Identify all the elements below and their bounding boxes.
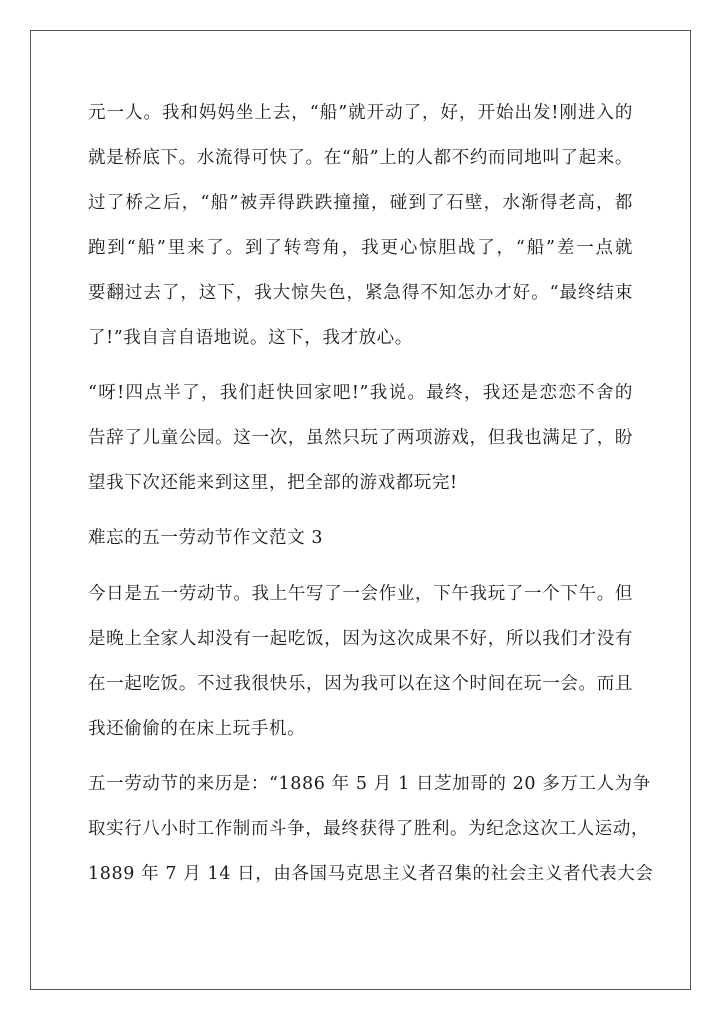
text-line: 了!”我自言自语地说。这下，我才放心。 (88, 328, 413, 348)
text-line: 跑到“船”里来了。到了转弯角，我更心惊胆战了，“船”差一点就 (88, 238, 633, 258)
text-line: 取实行八小时工作制而斗争，最终获得了胜利。为纪念这次工人运动， (88, 819, 650, 839)
text-line: 告辞了儿童公园。这一次，虽然只玩了两项游戏，但我也满足了，盼 (88, 428, 633, 448)
text-line: 望我下次还能来到这里，把全部的游戏都玩完! (88, 473, 458, 493)
text-line: 1889 年 7 月 14 日，由各国马克思主义者召集的社会主义者代表大会 (88, 864, 654, 884)
text-line: 是晚上全家人却没有一起吃饭，因为这次成果不好，所以我们才没有 (88, 629, 633, 649)
text-line: 过了桥之后，“船”被弄得跌跌撞撞，碰到了石壁，水渐得老高，都 (88, 193, 633, 213)
text-line: 要翻过去了，这下，我大惊失色，紧急得不知怎办才好。“最终结束 (88, 283, 633, 303)
text-line: 就是桥底下。水流得可快了。在“船”上的人都不约而同地叫了起来。 (88, 148, 633, 168)
text-line: 元一人。我和妈妈坐上去，“船”就开动了，好，开始出发!刚进入的 (88, 103, 633, 123)
text-line: 在一起吃饭。不过我很快乐，因为我可以在这个时间在玩一会。而且 (88, 674, 633, 694)
text-line: 今日是五一劳动节。我上午写了一会作业，下午我玩了一个下午。但 (88, 584, 633, 604)
section-heading: 难忘的五一劳动节作文范文 3 (88, 528, 324, 548)
text-line: 五一劳动节的来历是：“1886 年 5 月 1 日芝加哥的 20 多万工人为争 (88, 774, 651, 794)
page-border (30, 30, 691, 990)
text-line: 我还偷偷的在床上玩手机。 (88, 719, 306, 739)
text-line: “呀!四点半了，我们赶快回家吧!”我说。最终，我还是恋恋不舍的 (88, 383, 633, 403)
